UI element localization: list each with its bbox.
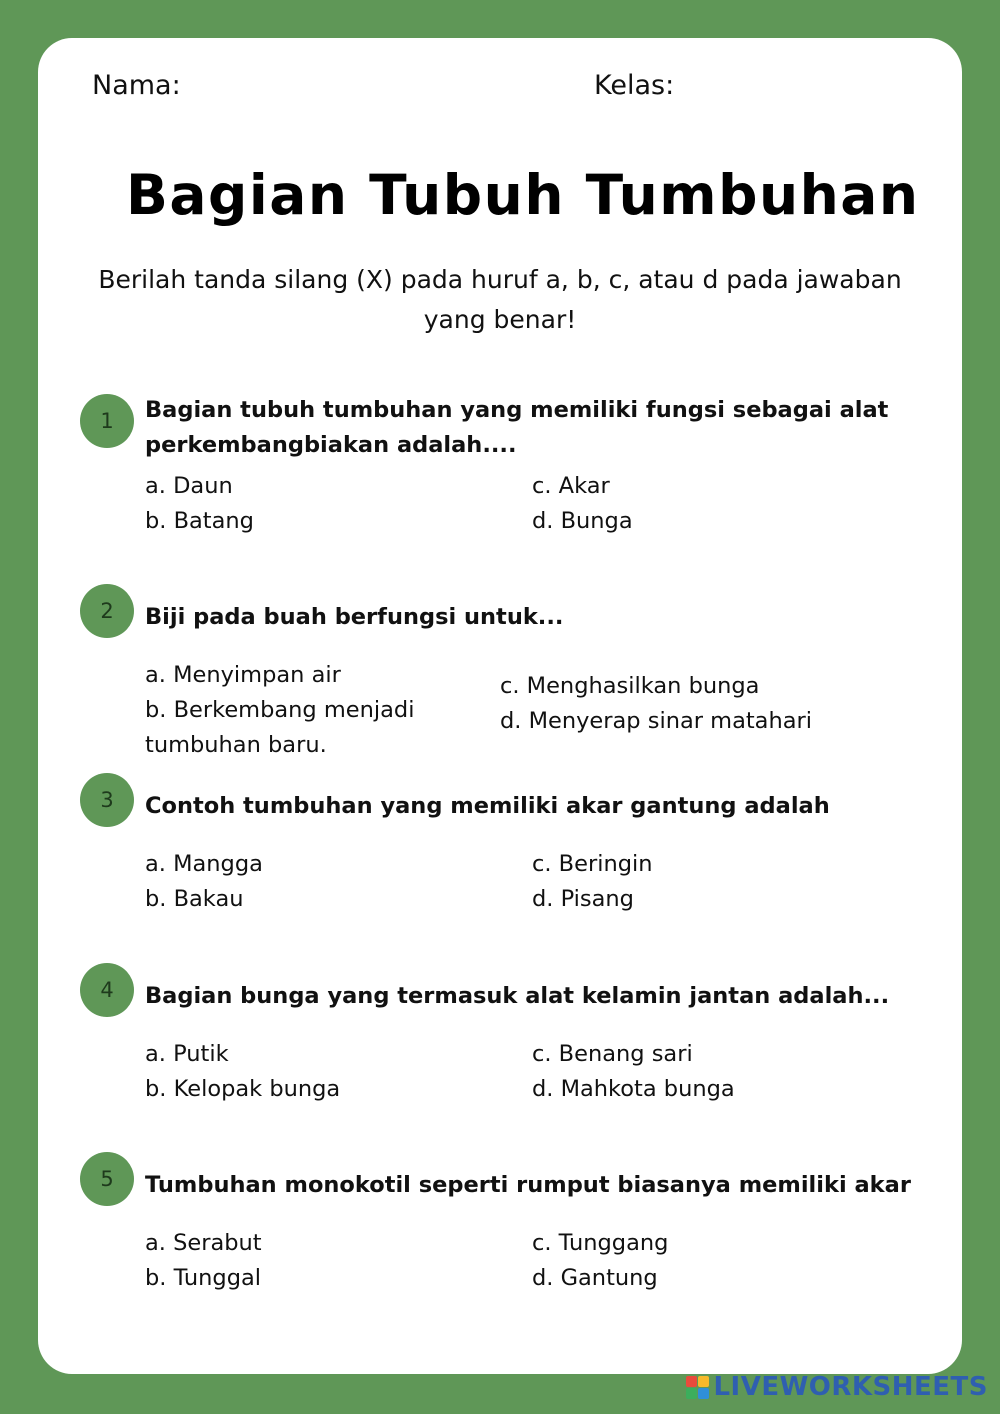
option-3a[interactable]: a. Mangga: [145, 851, 263, 877]
option-1c[interactable]: c. Akar: [532, 473, 610, 499]
option-1d[interactable]: d. Bunga: [532, 508, 633, 534]
option-2c[interactable]: c. Menghasilkan bunga: [500, 673, 760, 699]
option-3d[interactable]: d. Pisang: [532, 886, 634, 912]
option-5a[interactable]: a. Serabut: [145, 1230, 262, 1256]
option-3c[interactable]: c. Beringin: [532, 851, 653, 877]
question-number-1: 1: [80, 394, 134, 448]
question-text-2: Biji pada buah berfungsi untuk...: [145, 604, 564, 630]
option-5c[interactable]: c. Tunggang: [532, 1230, 669, 1256]
option-2d[interactable]: d. Menyerap sinar matahari: [500, 708, 813, 734]
liveworksheets-grid-icon: [686, 1376, 709, 1399]
option-1a[interactable]: a. Daun: [145, 473, 233, 499]
question-number-4: 4: [80, 963, 134, 1017]
question-text-4: Bagian bunga yang termasuk alat kelamin jantan adalah...: [145, 983, 890, 1009]
option-2b[interactable]: b. Berkembang menjadi tumbuhan baru.: [145, 697, 415, 758]
option-2a[interactable]: a. Menyimpan air: [145, 662, 341, 688]
question-number-5: 5: [80, 1152, 134, 1206]
name-label: Nama:: [92, 70, 181, 101]
worksheet-title: Bagian Tubuh Tumbuhan: [126, 163, 920, 227]
option-4d[interactable]: d. Mahkota bunga: [532, 1076, 735, 1102]
question-text-5: Tumbuhan monokotil seperti rumput biasanya memiliki akar: [145, 1172, 911, 1198]
class-label: Kelas:: [594, 70, 675, 101]
option-4b[interactable]: b. Kelopak bunga: [145, 1076, 341, 1102]
question-text-3: Contoh tumbuhan yang memiliki akar gantung adalah: [145, 793, 830, 819]
instruction-text: Berilah tanda silang (X) pada huruf a, b, c, atau d pada jawaban yang benar!: [98, 265, 902, 334]
option-5d[interactable]: d. Gantung: [532, 1265, 658, 1291]
option-4a[interactable]: a. Putik: [145, 1041, 229, 1067]
question-number-3: 3: [80, 773, 134, 827]
option-5b[interactable]: b. Tunggal: [145, 1265, 262, 1291]
logo-text: LIVEWORKSHEETS: [713, 1372, 988, 1402]
question-number-2: 2: [80, 584, 134, 638]
option-3b[interactable]: b. Bakau: [145, 886, 244, 912]
question-text-1: Bagian tubuh tumbuhan yang memiliki fungsi sebagai alat perkembangbiakan adalah....: [145, 397, 889, 458]
liveworksheets-logo[interactable]: [686, 1372, 988, 1402]
option-1b[interactable]: b. Batang: [145, 508, 254, 534]
option-4c[interactable]: c. Benang sari: [532, 1041, 693, 1067]
